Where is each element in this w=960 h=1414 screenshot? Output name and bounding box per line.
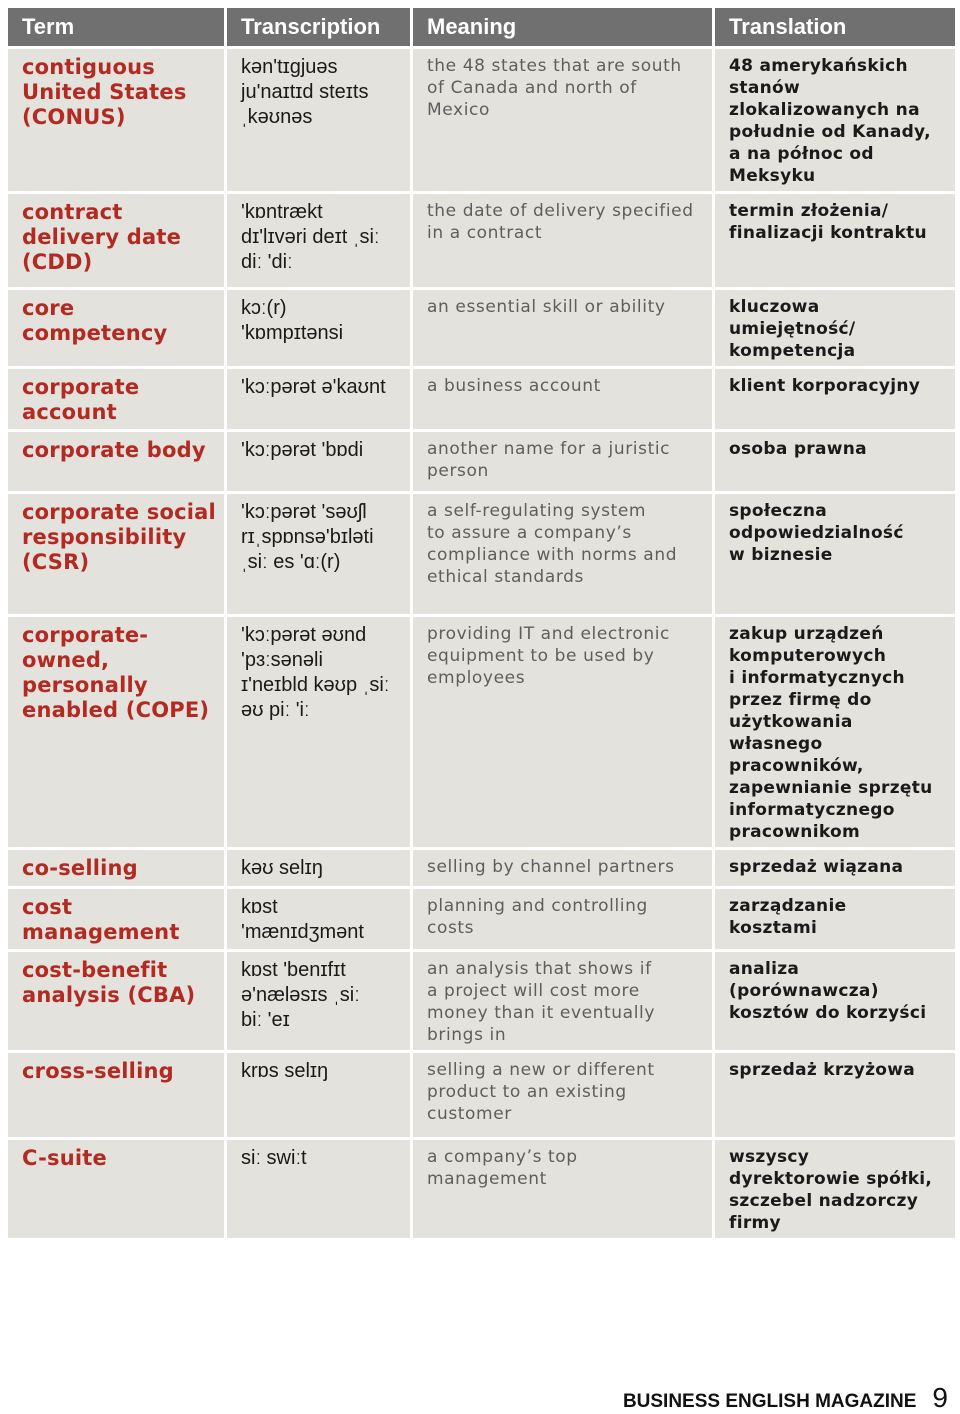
cell-meaning	[412, 616, 714, 849]
meaning-text: a self-regulating system to assure a company’s compliance with norms and ethical standards	[427, 501, 678, 587]
transcription-text: kɒst 'benɪfɪt ə'næləsɪs ˌsiː biː 'eɪ	[241, 959, 360, 1031]
translation-text: kluczowa umiejętność/ kompetencja	[729, 297, 856, 361]
header-row	[7, 7, 957, 48]
meaning-text: a business account	[427, 376, 601, 396]
cell-term	[7, 289, 226, 368]
cell-transcription	[226, 849, 412, 888]
cell-translation	[714, 1052, 957, 1139]
glossary-table	[5, 5, 958, 1241]
cell-meaning	[412, 1139, 714, 1240]
cell-transcription	[226, 1139, 412, 1240]
term-text: corporate- owned, personally enabled (COPE)	[22, 623, 210, 722]
cell-transcription	[226, 368, 412, 431]
cell-meaning	[412, 289, 714, 368]
table-row	[7, 1139, 957, 1240]
table-row	[7, 951, 957, 1052]
translation-text: zakup urządzeń komputerowych i informatycznych przez firmę do użytkowania własnego pracowników, zapewnianie sprzętu informatycznego pracownikom	[729, 624, 933, 842]
cell-term	[7, 888, 226, 951]
cell-term	[7, 1052, 226, 1139]
cell-transcription	[226, 193, 412, 289]
cell-term	[7, 493, 226, 616]
cell-term	[7, 368, 226, 431]
meaning-text: planning and controlling costs	[427, 896, 648, 938]
cell-translation	[714, 48, 957, 193]
meaning-text: a company’s top management	[427, 1147, 578, 1189]
translation-text: klient korporacyjny	[729, 376, 921, 396]
cell-meaning	[412, 951, 714, 1052]
cell-translation	[714, 193, 957, 289]
header-meaning: Meaning	[412, 7, 714, 48]
cell-term	[7, 431, 226, 493]
transcription-text: siː swiːt	[241, 1147, 307, 1169]
table-row	[7, 1052, 957, 1139]
cell-transcription	[226, 48, 412, 193]
cell-meaning	[412, 48, 714, 193]
cell-translation	[714, 493, 957, 616]
cell-transcription	[226, 616, 412, 849]
cell-translation	[714, 289, 957, 368]
cell-translation	[714, 431, 957, 493]
term-text: co-selling	[22, 856, 138, 880]
table-row	[7, 368, 957, 431]
term-text: C-suite	[22, 1146, 107, 1170]
term-text: corporate account	[22, 375, 140, 424]
cell-meaning	[412, 431, 714, 493]
translation-text: osoba prawna	[729, 439, 867, 459]
cell-term	[7, 951, 226, 1052]
cell-transcription	[226, 431, 412, 493]
term-text: cost-benefit analysis (CBA)	[22, 958, 196, 1007]
cell-translation	[714, 616, 957, 849]
transcription-text: 'kɔːpərət ə'kaʊnt	[241, 376, 386, 398]
cell-meaning	[412, 849, 714, 888]
header-translation: Translation	[714, 7, 957, 48]
term-text: corporate social responsibility (CSR)	[22, 500, 216, 574]
page-footer	[623, 1382, 948, 1414]
transcription-text: 'kɔːpərət 'səʊʃl rɪˌspɒnsə'bɪləti ˌsiː es 'ɑː(r)	[241, 501, 374, 573]
translation-text: analiza (porównawcza) kosztów do korzyści	[729, 959, 927, 1023]
cell-term	[7, 616, 226, 849]
cell-term	[7, 48, 226, 193]
cell-transcription	[226, 951, 412, 1052]
translation-text: sprzedaż wiązana	[729, 857, 904, 877]
table-row	[7, 193, 957, 289]
meaning-text: the date of delivery specified in a contract	[427, 201, 694, 243]
cell-term	[7, 849, 226, 888]
transcription-text: 'kɒntrækt dɪ'lɪvəri deɪt ˌsiː diː 'diː	[241, 201, 380, 273]
meaning-text: an essential skill or ability	[427, 297, 666, 317]
meaning-text: another name for a juristic person	[427, 439, 671, 481]
transcription-text: kən'tɪɡjuəs ju'naɪtɪd steɪts ˌkəʊnəs	[241, 56, 369, 128]
table-row	[7, 493, 957, 616]
transcription-text: 'kɔːpərət əʊnd 'pɜːsənəli ɪ'neɪbld kəʊp ˌsiː əʊ piː 'iː	[241, 624, 390, 721]
cell-meaning	[412, 368, 714, 431]
table-row	[7, 888, 957, 951]
term-text: corporate body	[22, 438, 206, 462]
cell-meaning	[412, 888, 714, 951]
header-term: Term	[7, 7, 226, 48]
term-text: contract delivery date (CDD)	[22, 200, 182, 274]
cell-meaning	[412, 493, 714, 616]
cell-transcription	[226, 493, 412, 616]
term-text: core competency	[22, 296, 168, 345]
cell-translation	[714, 951, 957, 1052]
translation-text: społeczna odpowiedzialność w biznesie	[729, 501, 904, 565]
transcription-text: kɒst 'mænɪdʒmənt	[241, 896, 364, 943]
transcription-text: kɔː(r) 'kɒmpɪtənsi	[241, 297, 344, 344]
meaning-text: providing IT and electronic equipment to be used by employees	[427, 624, 670, 688]
meaning-text: an analysis that shows if a project will cost more money than it eventually brings in	[427, 959, 656, 1045]
term-text: contiguous United States (CONUS)	[22, 55, 187, 129]
transcription-text: krɒs selɪŋ	[241, 1060, 329, 1082]
meaning-text: the 48 states that are south of Canada and north of Mexico	[427, 56, 682, 120]
cell-translation	[714, 849, 957, 888]
cell-transcription	[226, 888, 412, 951]
magazine-name: BUSINESS ENGLISH MAGAZINE	[622, 1391, 917, 1412]
cell-term	[7, 1139, 226, 1240]
meaning-text: selling by channel partners	[427, 857, 675, 877]
cell-translation	[714, 888, 957, 951]
transcription-text: 'kɔːpərət 'bɒdi	[241, 439, 364, 461]
term-text: cross-selling	[22, 1059, 174, 1083]
table-row	[7, 616, 957, 849]
page-number: 9	[932, 1382, 948, 1413]
table-row	[7, 289, 957, 368]
transcription-text: kəʊ selɪŋ	[241, 857, 323, 879]
table-row	[7, 48, 957, 193]
cell-transcription	[226, 289, 412, 368]
cell-meaning	[412, 1052, 714, 1139]
translation-text: wszyscy dyrektorowie spółki, szczebel nadzorczy firmy	[729, 1147, 933, 1233]
cell-translation	[714, 1139, 957, 1240]
header-transcription: Transcription	[226, 7, 412, 48]
term-text: cost management	[22, 895, 180, 944]
cell-transcription	[226, 1052, 412, 1139]
cell-translation	[714, 368, 957, 431]
translation-text: zarządzanie kosztami	[729, 896, 847, 938]
cell-meaning	[412, 193, 714, 289]
translation-text: sprzedaż krzyżowa	[729, 1060, 916, 1080]
translation-text: 48 amerykańskich stanów zlokalizowanych na południe od Kanady, a na północ od Meksyku	[729, 56, 931, 186]
cell-term	[7, 193, 226, 289]
meaning-text: selling a new or different product to an existing customer	[427, 1060, 655, 1124]
table-row	[7, 431, 957, 493]
translation-text: termin złożenia/ finalizacji kontraktu	[729, 201, 927, 243]
table-row	[7, 849, 957, 888]
